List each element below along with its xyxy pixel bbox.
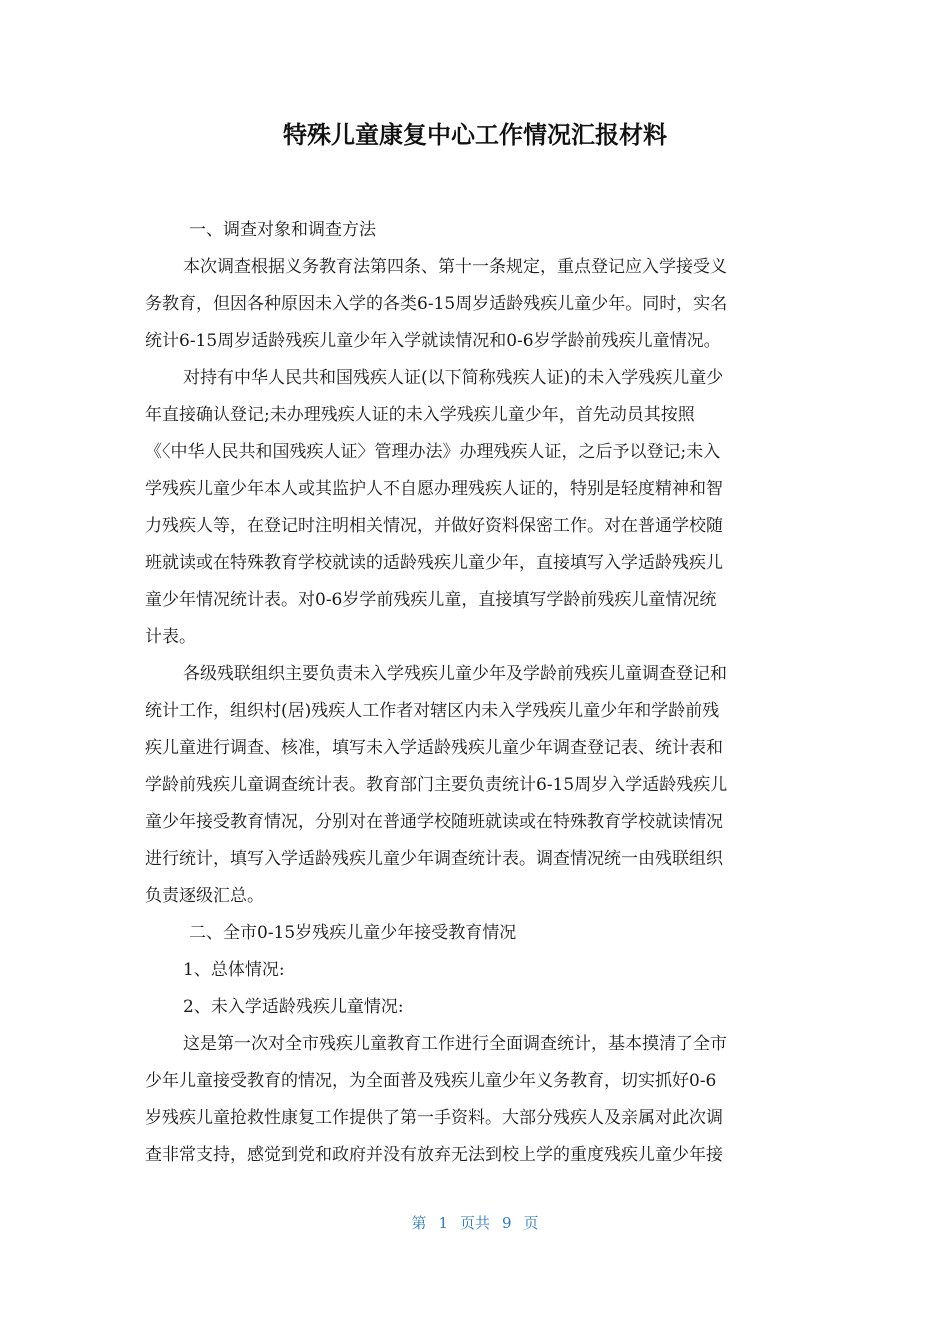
footer-ye-gong: 页共 [459,1214,490,1232]
document-title: 特殊儿童康复中心工作情况汇报材料 [283,121,667,149]
paragraph-line: 查非常支持，感觉到党和政府并没有放弃无法到校上学的重度残疾儿童少年接 [145,1145,723,1165]
footer-total-pages: 9 [502,1214,512,1232]
paragraph-line: 这是第一次对全市残疾儿童教育工作进行全面调查统计，基本摸清了全市 [183,1034,727,1054]
subheading-unenrolled: 2、未入学适龄残疾儿童情况: [183,997,404,1017]
section-heading-2: 二、全市0-15岁残疾儿童少年接受教育情况 [189,923,517,943]
paragraph-line: 务教育，但因各种原因未入学的各类6-15周岁适龄残疾儿童少年。同时，实名 [145,294,728,314]
footer-di: 第 [411,1214,427,1232]
paragraph-line: 力残疾人等，在登记时注明相关情况，并做好资料保密工作。对在普通学校随 [145,516,723,536]
paragraph-line: 进行统计，填写入学适龄残疾儿童少年调查统计表。调查情况统一由残联组织 [145,849,723,869]
paragraph-line: 计表。 [145,627,196,647]
subheading-overall: 1、总体情况: [183,960,285,980]
document-body [145,212,807,1174]
paragraph-line: 《〈中华人民共和国残疾人证〉管理办法》办理残疾人证，之后予以登记;未入 [145,442,721,462]
paragraph-line: 统计工作，组织村(居)残疾人工作者对辖区内未入学残疾儿童少年和学龄前残 [145,701,720,721]
footer-ye: 页 [523,1214,539,1232]
paragraph-line: 少年儿童接受教育的情况，为全面普及残疾儿童少年义务教育，切实抓好0-6 [145,1071,717,1091]
paragraph-line: 班就读或在特殊教育学校就读的适龄残疾儿童少年，直接填写入学适龄残疾儿 [145,553,723,573]
paragraph-line: 学龄前残疾儿童调查统计表。教育部门主要负责统计6-15周岁入学适龄残疾儿 [145,775,728,795]
page-footer [0,1212,950,1233]
paragraph-line: 童少年情况统计表。对0-6岁学前残疾儿童，直接填写学龄前残疾儿童情况统 [145,590,717,610]
section-heading-1: 一、调查对象和调查方法 [189,220,376,240]
paragraph-line: 统计6-15周岁适龄残疾儿童少年入学就读情况和0-6岁学龄前残疾儿童情况。 [145,331,721,351]
paragraph-line: 各级残联组织主要负责未入学残疾儿童少年及学龄前残疾儿童调查登记和 [183,664,727,684]
paragraph-line: 负责逐级汇总。 [145,886,264,906]
paragraph-line: 年直接确认登记;未办理残疾人证的未入学残疾儿童少年，首先动员其按照 [145,405,695,425]
paragraph-line: 本次调查根据义务教育法第四条、第十一条规定，重点登记应入学接受义 [183,257,727,277]
paragraph-line: 童少年接受教育情况，分别对在普通学校随班就读或在特殊教育学校就读情况 [145,812,723,832]
footer-page-number: 1 [438,1214,448,1232]
paragraph-line: 岁残疾儿童抢救性康复工作提供了第一手资料。大部分残疾人及亲属对此次调 [145,1108,723,1128]
paragraph-line: 疾儿童进行调查、核准，填写未入学适龄残疾儿童少年调查登记表、统计表和 [145,738,723,758]
paragraph-line: 对持有中华人民共和国残疾人证(以下简称残疾人证)的未入学残疾儿童少 [183,368,724,388]
paragraph-line: 学残疾儿童少年本人或其监护人不自愿办理残疾人证的，特别是轻度精神和智 [145,479,723,499]
